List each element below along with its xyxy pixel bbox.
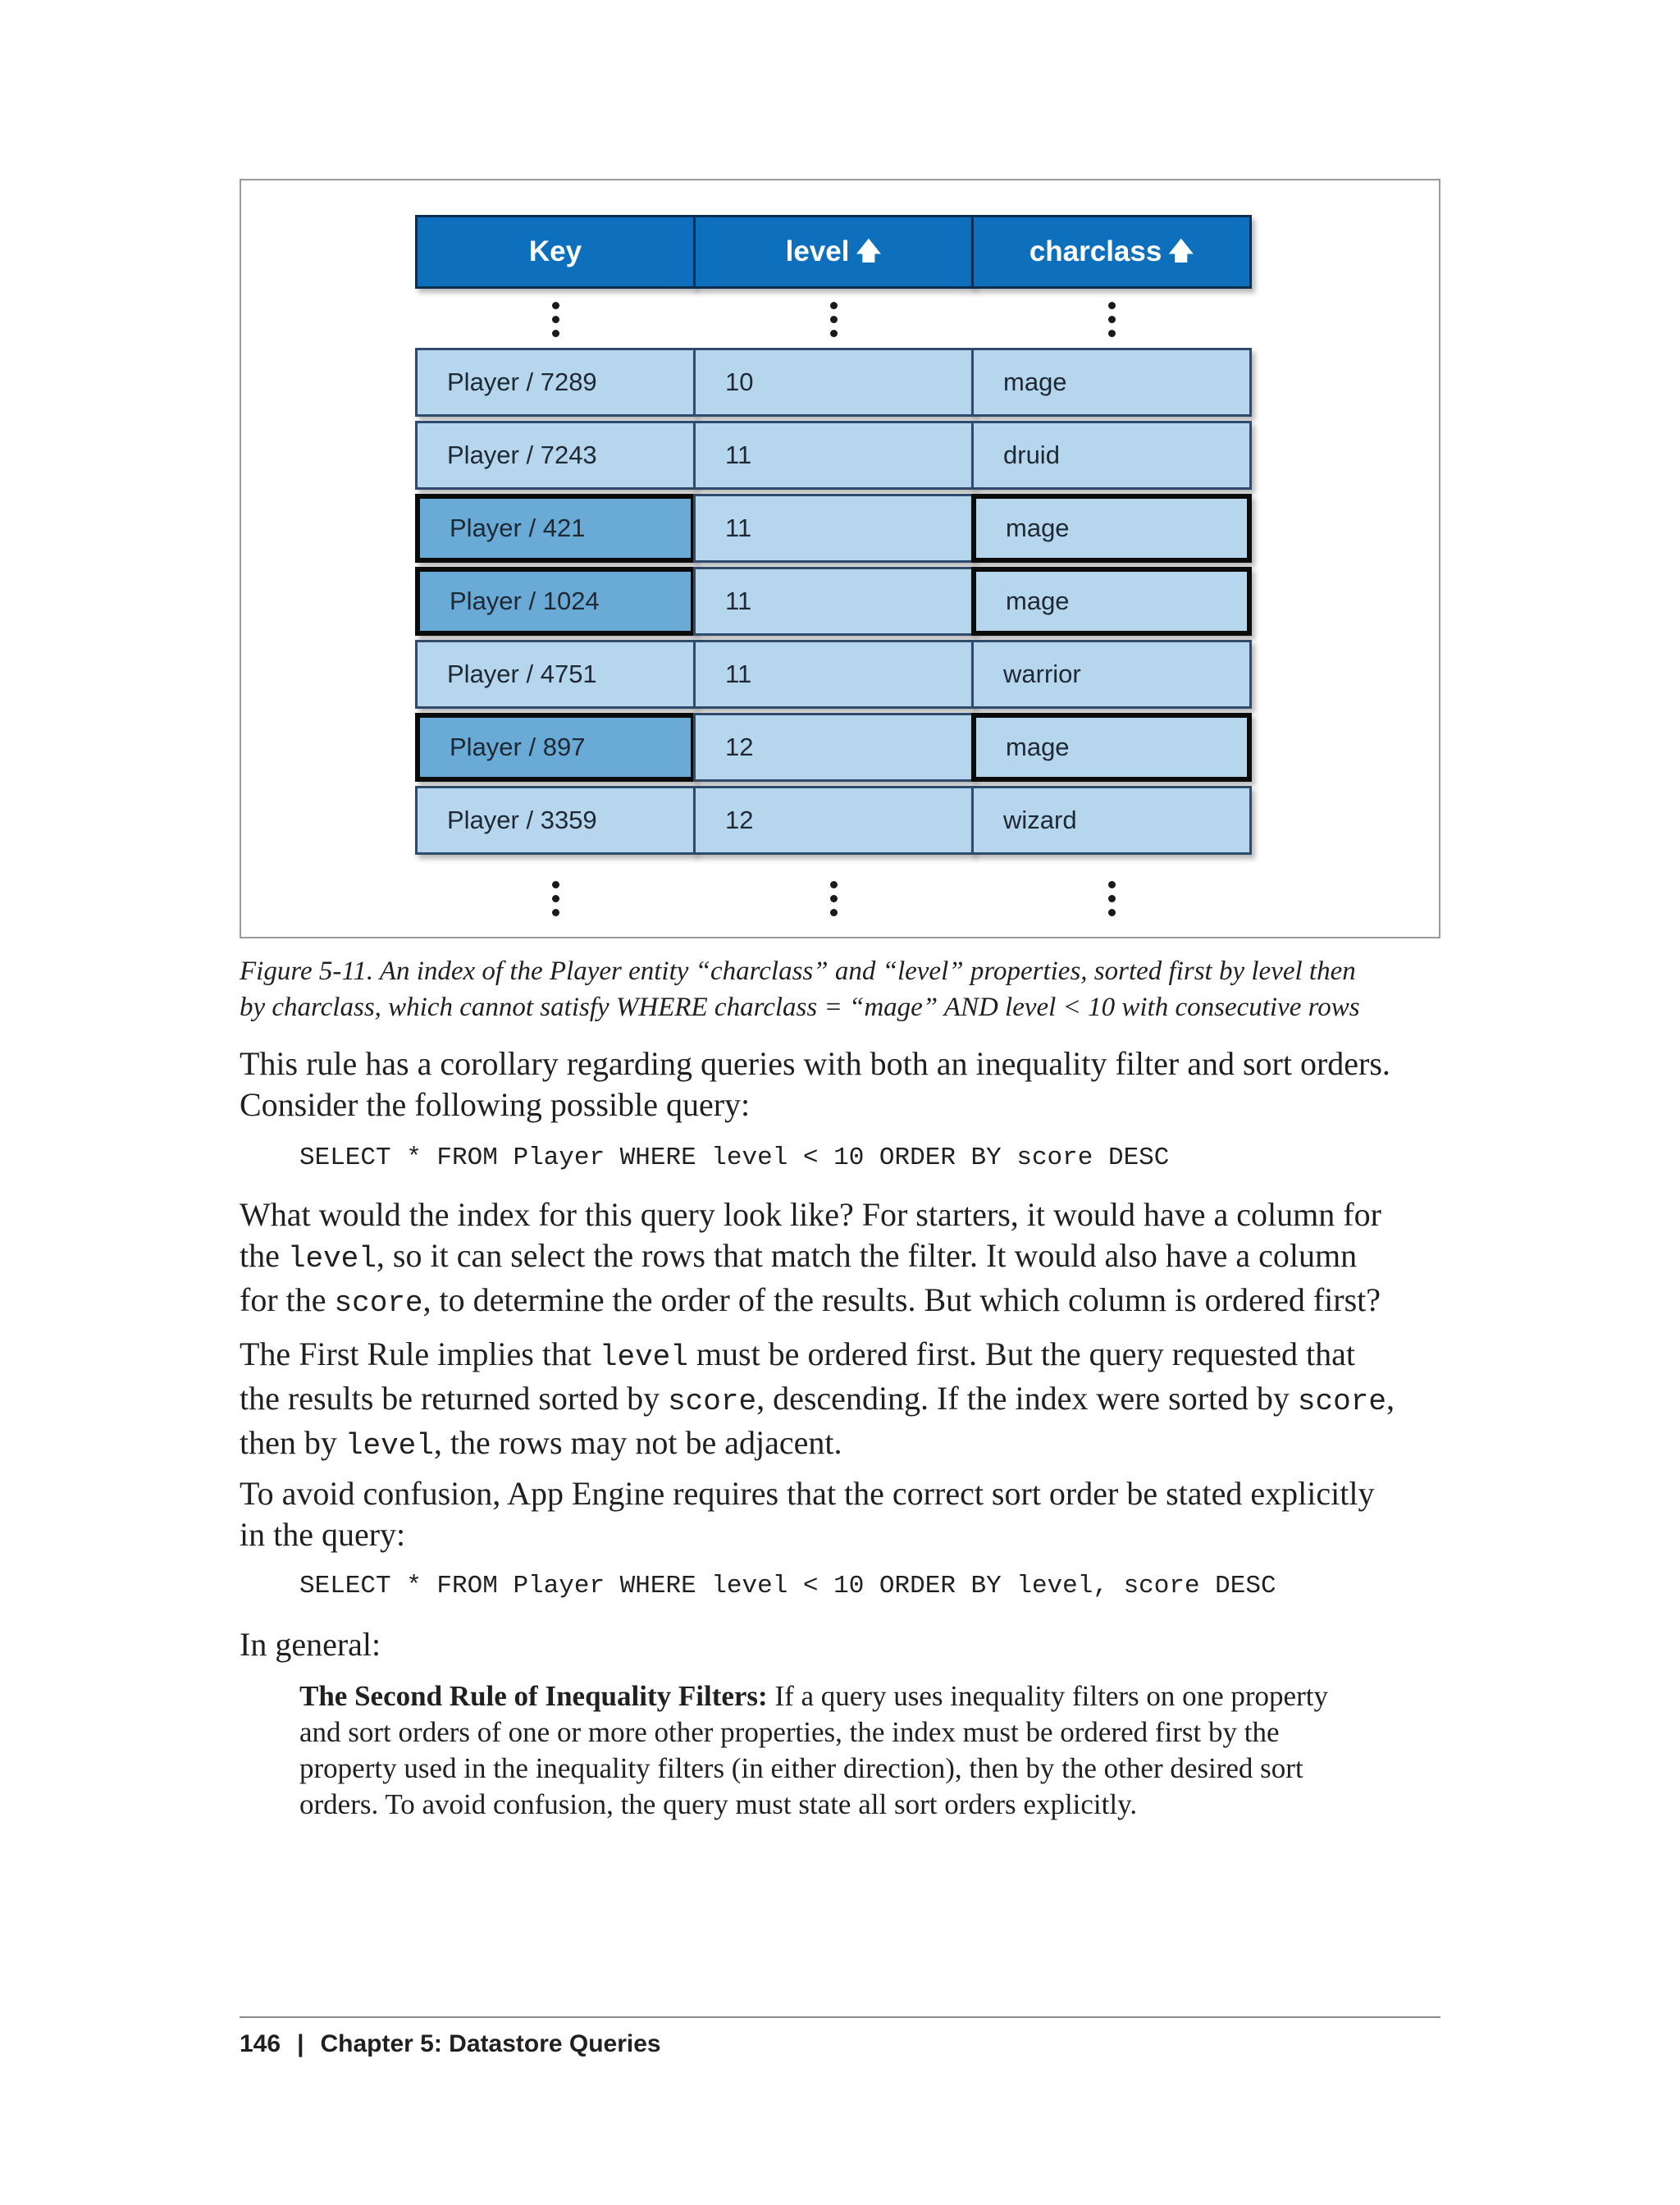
- figure-caption: Figure 5-11. An index of the Player entity “charclass” and “level” properties, sorted first by level then by charclass, which cannot satisfy WHERE charclass = “mage” AND level < 10 with consecutive rows: [240, 956, 1360, 1022]
- level-cell: 11: [693, 421, 974, 490]
- header-level: level 🡅: [693, 215, 974, 289]
- charclass-cell: warrior: [971, 640, 1252, 709]
- key-cell: Player / 7289: [415, 348, 696, 417]
- vertical-ellipsis-icon: [550, 300, 560, 341]
- charclass-cell: wizard: [971, 786, 1252, 855]
- table-row: [415, 494, 1252, 563]
- table-row: [415, 640, 1252, 709]
- paragraph-2: What would the index for this query look like? For starters, it would have a column for the level, so it can select the rows that match the filter. It would also have a column for the score, to determine the order of the results. But which column is ordered first?: [240, 1196, 1381, 1320]
- vertical-ellipsis-icon: [829, 300, 838, 341]
- page-footer: [240, 2026, 661, 2062]
- table-row: [415, 786, 1252, 855]
- paragraph-3: The First Rule implies that level must be ordered first. But the query requested that the results be returned sorted by score, descending. If the index were sorted by score, then by level, the rows may not be adjacent.: [240, 1335, 1395, 1463]
- ellipsis-row-bottom: [415, 879, 1252, 920]
- code-example-1: SELECT * FROM Player WHERE level < 10 ORDER BY score DESC: [299, 1144, 1170, 1172]
- table-row: [415, 348, 1252, 417]
- vertical-ellipsis-icon: [1107, 300, 1116, 341]
- header-key: Key: [415, 215, 696, 289]
- rule-definition: The Second Rule of Inequality Filters: If a query uses inequality filters on one property and sort orders of one or more other properties, the index must be ordered first by the property used in the inequality filters (in either direction), then by the other desired sort orders. To avoid confusion, the query must state all sort orders explicitly.: [299, 1680, 1328, 1820]
- key-cell: Player / 4751: [415, 640, 696, 709]
- charclass-cell: mage: [971, 567, 1252, 636]
- header-charclass: charclass 🡅: [971, 215, 1252, 289]
- rule-title: The Second Rule of Inequality Filters:: [299, 1680, 768, 1712]
- vertical-ellipsis-icon: [829, 879, 838, 920]
- level-cell: 11: [693, 494, 974, 563]
- charclass-cell: druid: [971, 421, 1252, 490]
- page-number: 146: [240, 2030, 281, 2057]
- footer-separator: |: [297, 2030, 304, 2057]
- level-cell: 11: [693, 567, 974, 636]
- charclass-cell: mage: [971, 348, 1252, 417]
- footer-divider: [240, 2016, 1440, 2018]
- paragraph-5: In general:: [240, 1626, 381, 1663]
- key-cell: Player / 3359: [415, 786, 696, 855]
- table-row: [415, 567, 1252, 636]
- paragraph-4: To avoid confusion, App Engine requires that the correct sort order be stated explicitly in the query:: [240, 1475, 1375, 1553]
- key-cell: Player / 7243: [415, 421, 696, 490]
- chapter-title: Chapter 5: Datastore Queries: [320, 2030, 661, 2057]
- ellipsis-row-top: [415, 300, 1252, 341]
- charclass-cell: mage: [971, 494, 1252, 563]
- key-cell: Player / 897: [415, 713, 696, 782]
- sort-ascending-icon: 🡅: [856, 238, 882, 265]
- level-cell: 10: [693, 348, 974, 417]
- table-row: [415, 713, 1252, 782]
- code-example-2: SELECT * FROM Player WHERE level < 10 ORDER BY level, score DESC: [299, 1572, 1276, 1600]
- level-cell: 12: [693, 713, 974, 782]
- key-cell: Player / 1024: [415, 567, 696, 636]
- paragraph-1: This rule has a corollary regarding queries with both an inequality filter and sort orders. Consider the following possible query:: [240, 1045, 1390, 1123]
- level-cell: 11: [693, 640, 974, 709]
- vertical-ellipsis-icon: [550, 879, 560, 920]
- charclass-cell: mage: [971, 713, 1252, 782]
- level-cell: 12: [693, 786, 974, 855]
- sort-ascending-icon: 🡅: [1168, 238, 1194, 265]
- table-header-row: [415, 215, 1252, 289]
- vertical-ellipsis-icon: [1107, 879, 1116, 920]
- table-row: [415, 421, 1252, 490]
- key-cell: Player / 421: [415, 494, 696, 563]
